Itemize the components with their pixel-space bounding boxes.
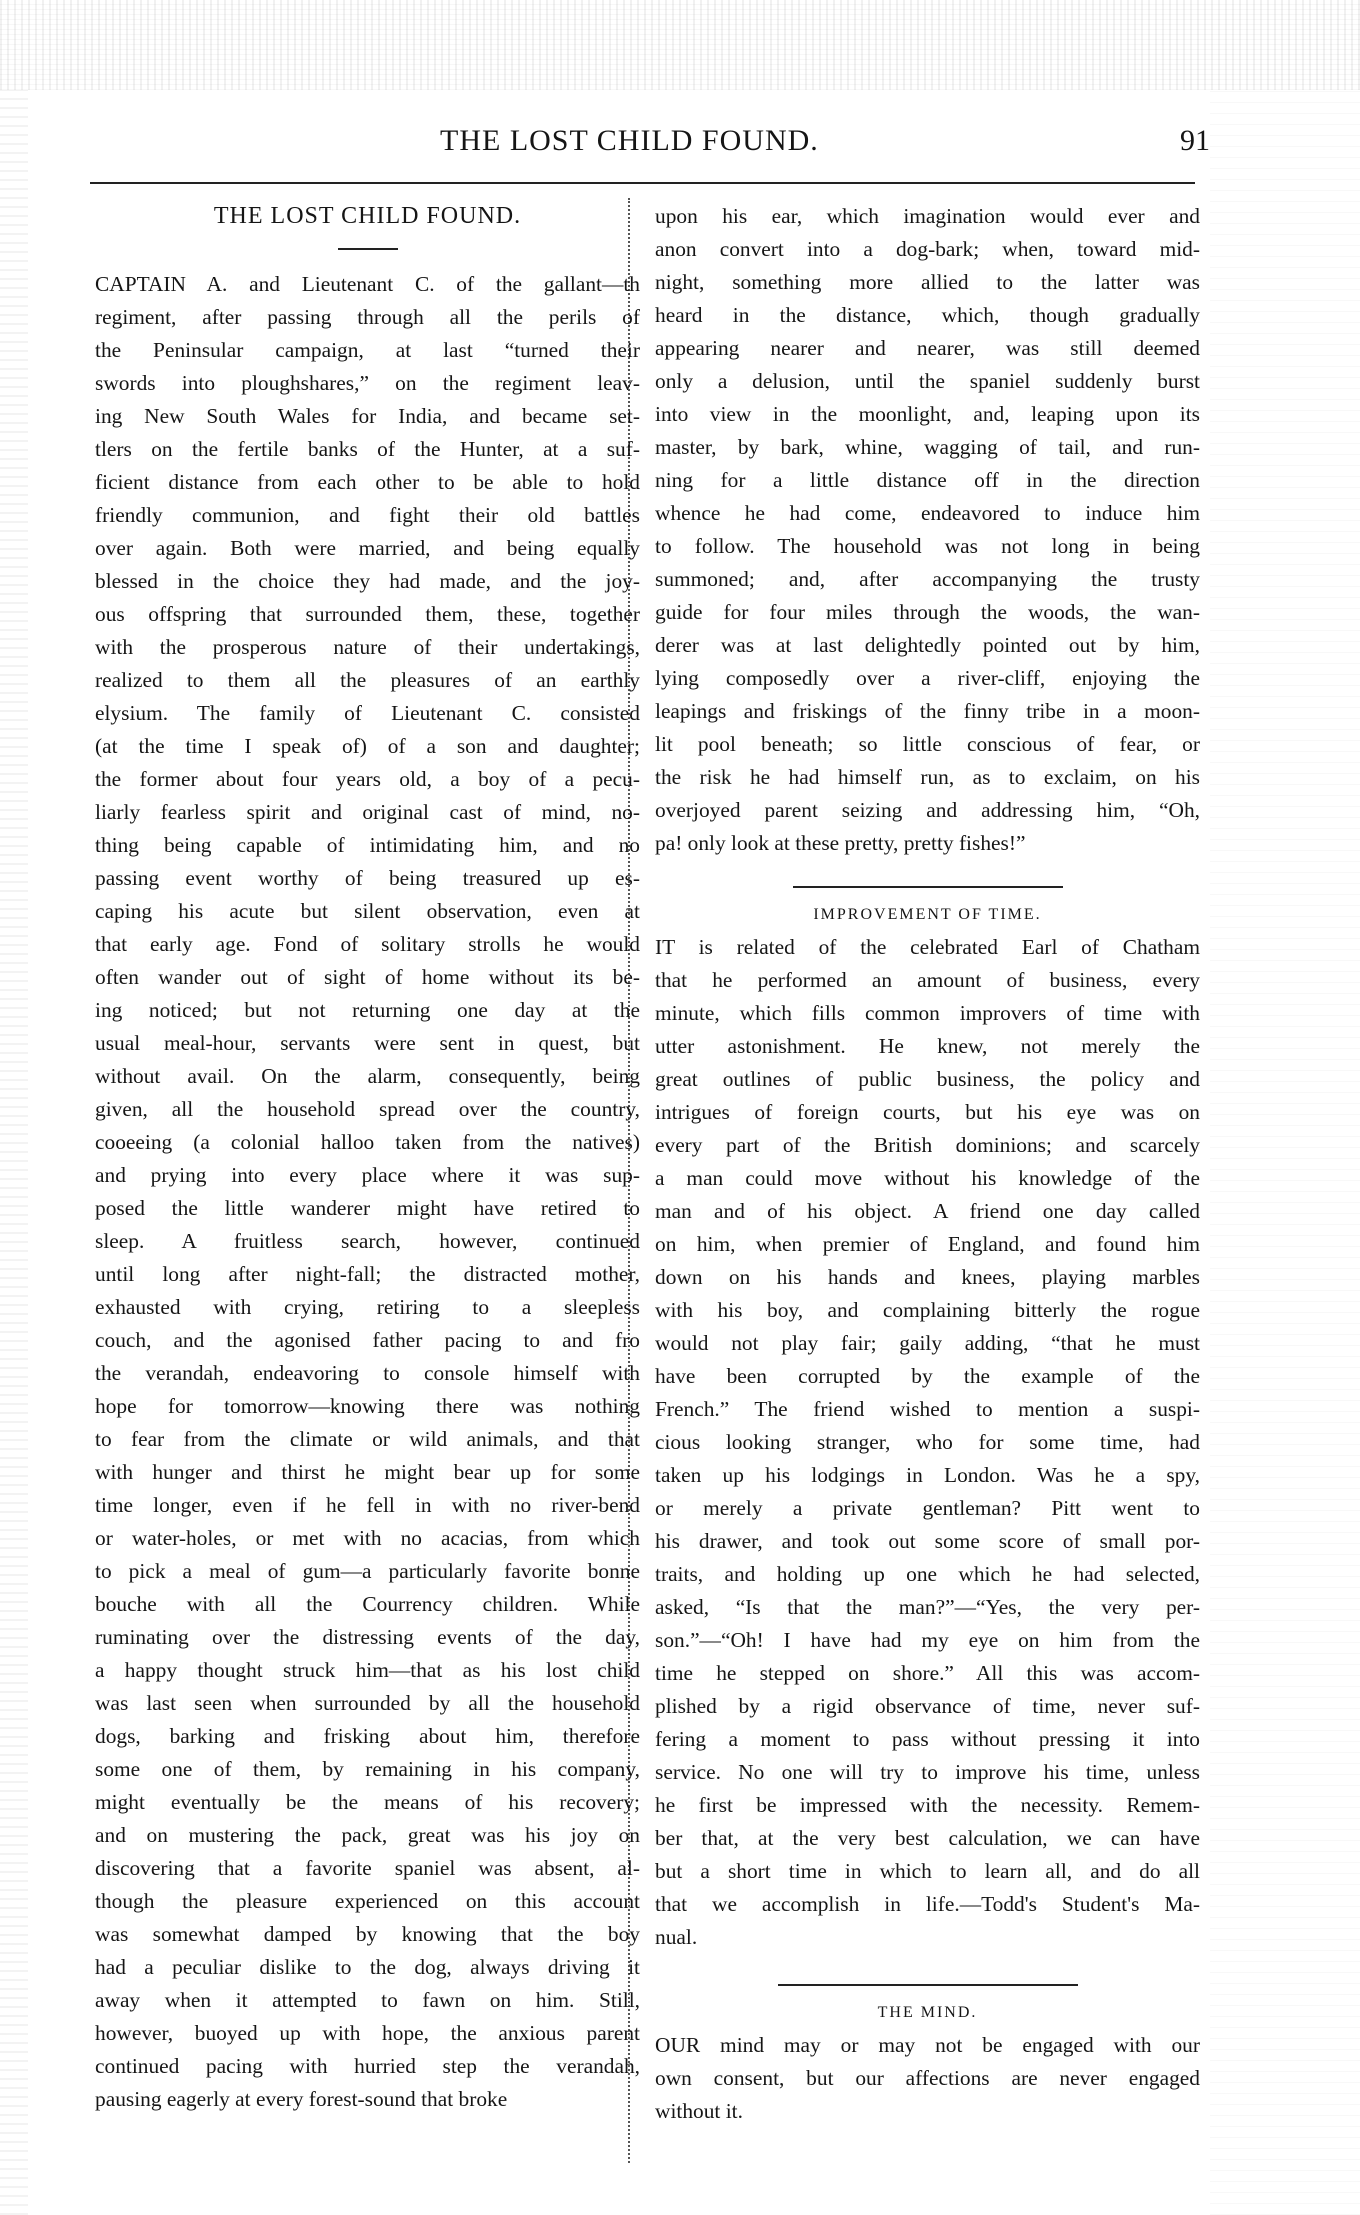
text-line: dogs, barking and frisking about him, therefore [95,1724,640,1748]
text-line: only a delusion, until the spaniel suddenly burst [655,369,1200,393]
article-title: THE MIND. [877,2004,978,2021]
text-line: OUR mind may or may not be engaged with our [655,2033,1200,2057]
spacer [655,860,1200,886]
text-line: usual meal-hour, servants were sent in quest, but [95,1031,640,1055]
text-line: to follow. The household was not long in being [655,534,1200,558]
left-column [95,200,640,2116]
text-line: exhausted with crying, retiring to a sleepless [95,1295,640,1319]
text-line: lying composedly over a river-cliff, enjoying the [655,666,1200,690]
text-line: bouche with all the Courrency children. While [95,1592,640,1616]
text-line: son.”—“Oh! I have had my eye on him from the [655,1628,1200,1652]
text-line: pausing eagerly at every forest-sound that broke [95,2087,508,2111]
text-line: upon his ear, which imagination would ever and [655,204,1200,228]
text-line: a man could move without his knowledge of the [655,1166,1200,1190]
article-body [95,268,640,2116]
text-line: or water-holes, or met with no acacias, from which [95,1526,640,1550]
text-line: though the pleasure experienced on this account [95,1889,640,1913]
text-line: had a peculiar dislike to the dog, always driving it [95,1955,640,1979]
text-line: away when it attempted to fawn on him. Still, [95,1988,640,2012]
article-title: THE LOST CHILD FOUND. [213,203,522,229]
text-line: taken up his lodgings in London. Was he a spy, [655,1463,1200,1487]
text-line: cious looking stranger, who for some time, had [655,1430,1200,1454]
text-line: discovering that a favorite spaniel was absent, al- [95,1856,640,1880]
text-line: over again. Both were married, and being equally [95,536,640,560]
text-line: appearing nearer and nearer, was still deemed [655,336,1200,360]
text-line: pa! only look at these pretty, pretty fishes!” [655,831,1026,855]
text-line: a happy thought struck him—that as his lost child [95,1658,640,1682]
text-line: couch, and the agonised father pacing to and fro [95,1328,640,1352]
text-line: minute, which fills common improvers of time with [655,1001,1200,1025]
text-line: traits, and holding up one which he had selected, [655,1562,1200,1586]
text-line: ous offspring that surrounded them, these, together [95,602,640,626]
text-line: regiment, after passing through all the perils of [95,305,640,329]
section-rule [793,886,1063,888]
text-line: IT is related of the celebrated Earl of Chatham [655,935,1200,959]
text-line: his drawer, and took out some score of small por- [655,1529,1200,1553]
text-line: sleep. A fruitless search, however, continued [95,1229,640,1253]
text-line: that he performed an amount of business, every [655,968,1200,992]
text-line: and on mustering the pack, great was his joy on [95,1823,640,1847]
text-line: service. No one will try to improve his time, unless [655,1760,1200,1784]
text-line: with his boy, and complaining bitterly the rogue [655,1298,1200,1322]
text-line: utter astonishment. He knew, not merely the [655,1034,1200,1058]
text-line: the verandah, endeavoring to console himself with [95,1361,640,1385]
text-line: into view in the moonlight, and, leaping upon its [655,402,1200,426]
title-rule [338,248,398,250]
text-line: ruminating over the distressing events of the day, [95,1625,640,1649]
text-line: guide for four miles through the woods, the wan- [655,600,1200,624]
text-line: he first be impressed with the necessity. Remem- [655,1793,1200,1817]
text-line: own consent, but our affections are never engaged [655,2066,1200,2090]
text-line: might eventually be the means of his recovery; [95,1790,640,1814]
text-line: realized to them all the pleasures of an earthly [95,668,640,692]
header-rule [90,182,1195,184]
article-body [655,2029,1200,2128]
text-line: liarly fearless spirit and original cast of mind, no- [95,800,640,824]
text-line: that we accomplish in life.—Todd's Student's Ma- [655,1892,1200,1916]
running-head: THE LOST CHILD FOUND. [440,124,819,157]
text-line: without avail. On the alarm, consequently, being [95,1064,640,1088]
text-line: ficient distance from each other to be able to hold [95,470,640,494]
text-line: some one of them, by remaining in his company, [95,1757,640,1781]
text-line: with hunger and thirst he might bear up for some [95,1460,640,1484]
text-line: summoned; and, after accompanying the trusty [655,567,1200,591]
scan-noise-left [0,90,28,2215]
text-line: night, something more allied to the latter was [655,270,1200,294]
scan-noise-top [0,0,1360,90]
text-line: overjoyed parent seizing and addressing him, “Oh, [655,798,1200,822]
text-line: the risk he had himself run, as to exclaim, on his [655,765,1200,789]
text-line: tlers on the fertile banks of the Hunter, at a suf- [95,437,640,461]
article-title: IMPROVEMENT OF TIME. [813,906,1042,923]
text-line: blessed in the choice they had made, and the joy- [95,569,640,593]
text-line: time he stepped on shore.” All this was accom- [655,1661,1200,1685]
text-line: plished by a rigid observance of time, never suf- [655,1694,1200,1718]
text-line: on him, when premier of England, and found him [655,1232,1200,1256]
section-rule [778,1984,1078,1986]
text-line: friendly communion, and fight their old battles [95,503,640,527]
text-line: thing being capable of intimidating him, and no [95,833,640,857]
text-line: cooeeing (a colonial halloo taken from the natives) [95,1130,640,1154]
text-line: ing New South Wales for India, and became set- [95,404,640,428]
text-line: heard in the distance, which, though gradually [655,303,1200,327]
text-line: (at the time I speak of) of a son and daughter; [95,734,640,758]
text-line: to fear from the climate or wild animals, and that [95,1427,640,1451]
text-line: intrigues of foreign courts, but his eye was on [655,1100,1200,1124]
text-line: asked, “Is that the man?”—“Yes, the very per- [655,1595,1200,1619]
text-line: or merely a private gentleman? Pitt went to [655,1496,1200,1520]
text-line: hope for tomorrow—knowing there was nothing [95,1394,640,1418]
text-line: caping his acute but silent observation, even at [95,899,640,923]
spacer [655,1954,1200,1984]
text-line: fering a moment to pass without pressing it into [655,1727,1200,1751]
text-line: until long after night-fall; the distracted mother, [95,1262,640,1286]
text-line: man and of his object. A friend one day called [655,1199,1200,1223]
text-line: the former about four years old, a boy of a pecu- [95,767,640,791]
text-line: ning for a little distance off in the direction [655,468,1200,492]
text-line: was somewhat damped by knowing that the boy [95,1922,640,1946]
text-line: elysium. The family of Lieutenant C. consisted [95,701,640,725]
text-line: without it. [655,2099,743,2123]
text-line: nual. [655,1925,698,1949]
text-line: French.” The friend wished to mention a suspi- [655,1397,1200,1421]
article-body [655,931,1200,1954]
text-line: swords into ploughshares,” on the regiment leav- [95,371,640,395]
text-line: great outlines of public business, the policy and [655,1067,1200,1091]
text-line: CAPTAIN A. and Lieutenant C. of the gallant—th [95,272,640,296]
text-line: master, by bark, whine, wagging of tail, and run- [655,435,1200,459]
text-line: down on his hands and knees, playing marbles [655,1265,1200,1289]
text-line: with the prosperous nature of their undertakings, [95,635,640,659]
text-line: that early age. Fond of solitary strolls he would [95,932,640,956]
text-line: anon convert into a dog-bark; when, toward mid- [655,237,1200,261]
text-line: have been corrupted by the example of the [655,1364,1200,1388]
text-line: was last seen when surrounded by all the household [95,1691,640,1715]
article-body-continued [655,200,1200,860]
text-line: the Peninsular campaign, at last “turned their [95,338,640,362]
text-line: whence he had come, endeavored to induce him [655,501,1200,525]
text-line: leapings and friskings of the finny tribe in a moon- [655,699,1200,723]
right-column [655,200,1200,2128]
text-line: however, buoyed up with hope, the anxious parent [95,2021,640,2045]
text-line: often wander out of sight of home without its be- [95,965,640,989]
page-number: 91 [1180,124,1210,157]
text-line: passing event worthy of being treasured up es- [95,866,640,890]
text-line: derer was at last delightedly pointed out by him, [655,633,1200,657]
text-line: ber that, at the very best calculation, we can have [655,1826,1200,1850]
text-line: lit pool beneath; so little conscious of fear, or [655,732,1200,756]
spacer [95,234,640,248]
text-line: posed the little wanderer might have retired to [95,1196,640,1220]
text-line: but a short time in which to learn all, and do all [655,1859,1200,1883]
text-line: every part of the British dominions; and scarcely [655,1133,1200,1157]
text-line: time longer, even if he fell in with no river-bend [95,1493,640,1517]
scan-noise-right [1210,90,1360,2215]
text-line: continued pacing with hurried step the verandah, [95,2054,640,2078]
text-line: would not play fair; gaily adding, “that he must [655,1331,1200,1355]
text-line: given, all the household spread over the country, [95,1097,640,1121]
text-line: ing noticed; but not returning one day at the [95,998,640,1022]
text-line: to pick a meal of gum—a particularly favorite bonne [95,1559,640,1583]
text-line: and prying into every place where it was sup- [95,1163,640,1187]
